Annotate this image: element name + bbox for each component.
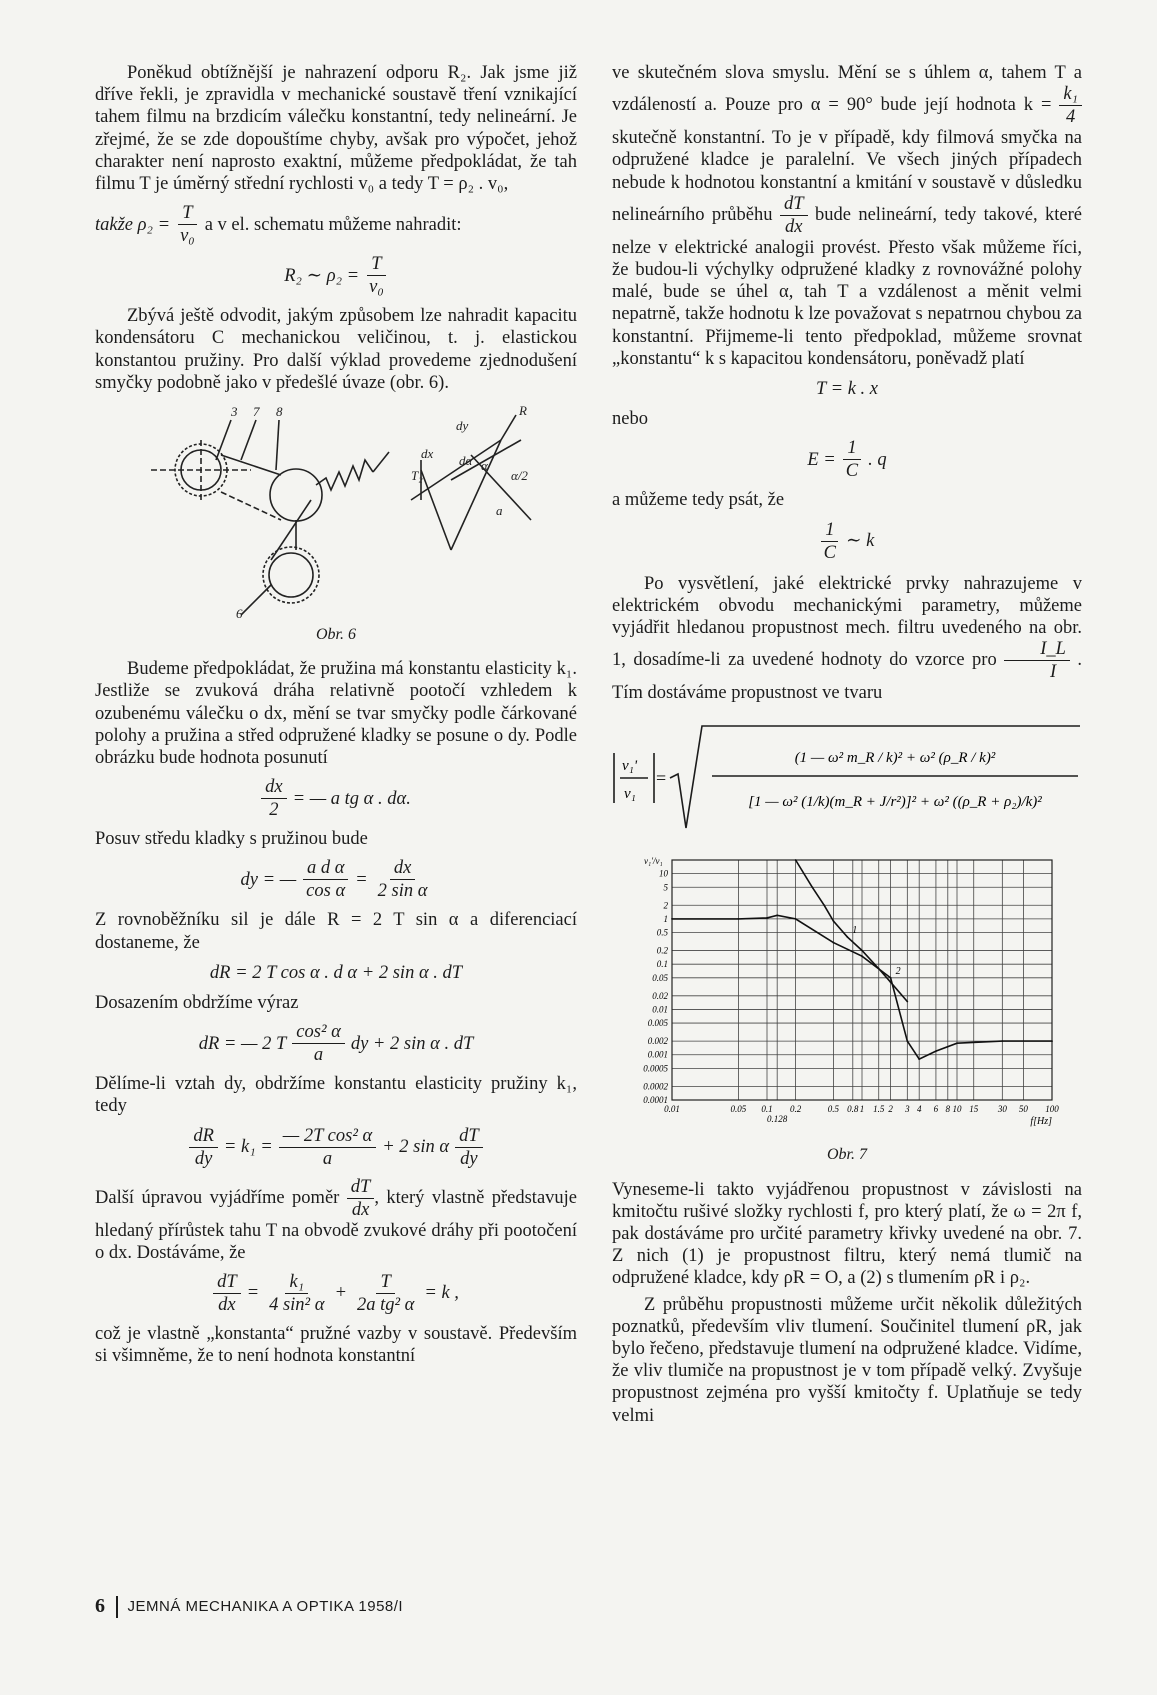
- y-tick-label: 0.05: [652, 973, 668, 984]
- text: bude nelineární, tedy takové, které nelze v elektrické analogii provést. Přesto však můžeme říci, že budou-li výchylky odpružené kladky z rovnovážné polohy malé, bude se úhel α, tah T a vzdálenost a měnit velmi nepatrně, takže hodnotu k lze považovat s nepatrnou chybou za konstantní. Přijmeme-li tento předpoklad, můžeme srovnat „konstantu“ k s kapacitou kondensátoru, poněvadž platí: [612, 204, 1083, 369]
- data-point: [1051, 1041, 1053, 1043]
- data-point: [1001, 1041, 1003, 1043]
- formula-numerator: (1 — ω² m_R / k)² + ω² (ρ_R / k)²: [794, 750, 996, 767]
- data-point: [671, 918, 673, 920]
- transmissibility-formula: [612, 718, 1082, 838]
- fraction: [353, 1272, 418, 1315]
- right-column: [612, 62, 1082, 1431]
- data-point: [956, 1043, 958, 1045]
- fig-label: a: [496, 503, 503, 519]
- fig-label: dx: [421, 446, 434, 462]
- x-tick-label: 10: [952, 1104, 962, 1115]
- fig-label: 7: [253, 404, 260, 420]
- eq-sign: =: [355, 869, 368, 890]
- eq-rhs: . q: [868, 449, 887, 470]
- x-tick-label: 15: [969, 1104, 979, 1115]
- denominator: cos α: [306, 881, 346, 902]
- numerator: dx: [261, 777, 286, 799]
- x-tick-label: 0.2: [789, 1104, 802, 1115]
- data-point: [833, 921, 835, 923]
- paragraph: Poněkud obtížnější je nahrazení odporu R₂. Jak jsme již dříve řekli, je zpravidla v mechanické soustavě tření vznikající tahem filmu na brzdicím válečku konstantní, tedy nelineární. Je zřejmé, že se zde dopouštíme chyby, avšak pro výpočet, jehož charakter není naprosto exaktní, můžeme předpokládat, že tah filmu T je úměrný střední rychlosti v₀ a tedy T = ρ₂ . v₀,: [95, 63, 577, 195]
- divider: [116, 1596, 118, 1618]
- formula-frame: [612, 718, 1082, 838]
- equation: [95, 1126, 577, 1169]
- numerator: T: [367, 254, 385, 276]
- numerator: dT: [347, 1177, 375, 1199]
- y-tick-label: 10: [659, 869, 668, 880]
- eq-rhs: = — a tg α . dα.: [292, 788, 411, 809]
- fraction: [302, 858, 349, 901]
- numerator: I_L: [1004, 639, 1070, 661]
- paragraph: Zbývá ještě odvodit, jakým způsobem lze nahradit kapacitu kondensátoru C mechanickou veličinou, t. j. elastickou konstantou pružiny. Pro další výklad provedeme zjednodušení smyčky podobně jako v předešlé úvaze (obr. 6).: [95, 306, 577, 393]
- x-tick-label: 3: [905, 1104, 910, 1115]
- figure-7-chart: [627, 850, 1067, 1140]
- paragraph: Z průběhu propustnosti můžeme určit několik důležitých poznatků, především vliv tlumení. Součinitel tlumení ρR, jak bylo řečeno, představuje tlumení na odpružené kladce. Vidíme, že vliv tlumiče na propustnost je v tom případě velký. Zvyšuje propustnost zejména pro vyšší kmitočty f. Uplatňuje se tedy velmi: [612, 1294, 1082, 1426]
- fig-label: 6: [236, 606, 243, 621]
- x-tick-label: 1.5: [873, 1104, 885, 1115]
- equation: [612, 438, 1082, 481]
- y-tick-label: 0.002: [647, 1036, 668, 1047]
- text: Další úpravou vyjádříme poměr: [95, 1187, 340, 1208]
- fig-label: 3: [231, 404, 238, 420]
- y-tick-label: 0.5: [656, 927, 668, 938]
- journal-title: JEMNÁ MECHANIKA A OPTIKA 1958/I: [127, 1598, 404, 1615]
- text: . Tím dostáváme propustnost ve tvaru: [612, 650, 1083, 704]
- y-tick-label: 0.0001: [643, 1095, 668, 1106]
- equation: [95, 777, 577, 820]
- eq-sign: = k₁ =: [223, 1137, 273, 1158]
- data-point: [890, 977, 892, 979]
- denominator: 4 sin² α: [269, 1295, 325, 1316]
- data-point: [861, 950, 863, 952]
- fraction: [1004, 639, 1070, 682]
- paragraph: [612, 62, 1082, 370]
- paragraph: nebo: [612, 409, 648, 430]
- x-tick-label: 0.5: [827, 1104, 840, 1115]
- x-tick-label: 0.1: [761, 1104, 773, 1115]
- fraction: [347, 1177, 375, 1220]
- paragraph: [612, 573, 1082, 705]
- x-tick-label: 0.01: [664, 1104, 680, 1115]
- fraction: [365, 254, 388, 297]
- denominator: dx: [351, 1199, 370, 1220]
- y-tick-label: 5: [663, 882, 668, 893]
- fig-label: dy: [456, 418, 469, 434]
- x-tick-label: 0.8: [847, 1104, 859, 1115]
- denominator: dy: [460, 1148, 478, 1169]
- lhs-denominator: v₁: [624, 786, 636, 803]
- data-point: [935, 1051, 937, 1053]
- denominator: a: [313, 1045, 324, 1066]
- denominator: 2a tg² α: [356, 1295, 415, 1316]
- paragraph: a můžeme tedy psát, že: [612, 490, 785, 511]
- fig-label: 8: [276, 404, 283, 420]
- y-axis-label: v₁'/v₁: [644, 856, 663, 867]
- figure-caption: Obr. 7: [826, 1146, 867, 1164]
- denominator: 4: [1066, 107, 1076, 128]
- inline-equation: [95, 203, 577, 246]
- fig-label: R: [519, 403, 527, 419]
- y-tick-label: 1: [663, 914, 668, 925]
- text: ve skutečném slova smyslu. Mění se s úhlem α, tahem T a vzdáleností a. Pouze pro α = 90° bude její hodnota k =: [612, 63, 1082, 115]
- data-point: [833, 942, 835, 944]
- numerator: T: [178, 203, 196, 225]
- eq-lhs: R₂ ∼ ρ₂ =: [284, 265, 360, 286]
- x-tick-label: 6: [933, 1104, 939, 1115]
- text: Po vysvětlení, jaké elektrické prvky nahrazujeme v elektrickém obvodu mechanickými parametry, můžeme vyjádřit hledanou propustnost mech. filtru uvedeného na obr. 1, dosadíme-li za uvedené hodnoty do vzorce pro: [612, 573, 1082, 670]
- x-tick-label: 4: [916, 1104, 922, 1115]
- fraction: [213, 1272, 241, 1315]
- data-point: [906, 1001, 908, 1003]
- numerator: k₁: [1059, 84, 1082, 106]
- fraction: [261, 777, 286, 820]
- denominator: 2: [269, 800, 279, 821]
- x-tick-label: 1: [859, 1104, 865, 1115]
- numerator: 1: [821, 520, 838, 542]
- fraction: [1059, 84, 1082, 127]
- numerator: dT: [780, 194, 808, 216]
- lower-gear: [263, 547, 319, 603]
- lhs-numerator: v₁': [622, 758, 638, 775]
- numerator: a d α: [303, 858, 348, 880]
- numerator: dT: [455, 1126, 483, 1148]
- numerator: — 2T cos² α: [279, 1126, 376, 1148]
- eq-rhs: ∼ k: [846, 531, 875, 552]
- page-number: 6: [95, 1595, 106, 1617]
- data-point: [776, 915, 778, 917]
- eq-term: + 2 sin α: [382, 1137, 450, 1158]
- fraction: [820, 520, 840, 563]
- fraction: [292, 1022, 345, 1065]
- y-tick-label: 0.0002: [643, 1081, 668, 1092]
- denominator: v₀: [369, 277, 384, 298]
- fig-label: α: [481, 458, 488, 474]
- x-tick-label: 0.05: [730, 1104, 747, 1115]
- text: skutečně konstantní. To je v případě, kdy filmová smyčka na odpružené kladce je paralelní. Ve všech jiných případech nebude k hodnotou konstantní a kmitání v soustavě v důsledku nelineárního průběhu: [612, 128, 1082, 225]
- paragraph: Posuv středu kladky s pružinou bude: [95, 829, 368, 850]
- denominator: 2 sin α: [377, 881, 428, 902]
- y-tick-label: 0.005: [647, 1018, 668, 1029]
- fig-label: T₂: [411, 468, 423, 484]
- x-tick-label: 0.128: [767, 1114, 788, 1125]
- fraction: [455, 1126, 483, 1169]
- y-tick-label: 0.2: [656, 946, 668, 957]
- x-axis-label: f[Hz]: [1030, 1116, 1052, 1128]
- eq-rhs: dy + 2 sin α . dT: [350, 1033, 474, 1054]
- eq-lhs: dR = — 2 T: [198, 1033, 287, 1054]
- denominator: a: [322, 1148, 333, 1169]
- x-tick-label: 2: [888, 1104, 893, 1115]
- denominator: v₀: [180, 226, 195, 247]
- fraction: [780, 194, 808, 237]
- series-label: 1: [852, 925, 858, 937]
- x-tick-label: 50: [1018, 1104, 1028, 1115]
- x-tick-label: 30: [997, 1104, 1007, 1115]
- paragraph: Dosazením obdržíme výraz: [95, 993, 299, 1014]
- data-point: [738, 918, 740, 920]
- y-tick-label: 0.001: [647, 1050, 668, 1061]
- fraction: [279, 1126, 376, 1169]
- paragraph: Budeme předpokládat, že pružina má konstantu elasticity k₁. Jestliže se zvuková dráha relativně pootočí vzhledem k ozubenému válečku o dx, mění se tvar smyčky podle čárkované polohy a pružina a střed odpružené kladky se posune o dy. Podle obrázku bude hodnota posunutí: [95, 659, 577, 769]
- equation: [95, 1272, 577, 1315]
- fraction: [265, 1272, 328, 1315]
- equation: T = k . x: [816, 379, 878, 400]
- eq-sign: +: [334, 1283, 347, 1304]
- text: takže ρ₂ =: [95, 214, 171, 235]
- figure-caption: Obr. 6: [315, 626, 356, 644]
- denominator: C: [823, 542, 836, 563]
- y-tick-label: 0.1: [656, 959, 668, 970]
- data-point: [918, 1059, 920, 1061]
- series-label: 2: [895, 966, 901, 978]
- eq-sign: =: [246, 1283, 260, 1304]
- equation: [612, 520, 1082, 563]
- eq-lhs: E =: [807, 449, 836, 470]
- x-tick-label: 100: [1045, 1104, 1059, 1115]
- paragraph: Dělíme-li vztah dy, obdržíme konstantu elasticity pružiny k₁, tedy: [95, 1074, 577, 1117]
- data-point: [823, 905, 825, 907]
- denominator: C: [845, 461, 859, 482]
- data-point: [795, 918, 797, 920]
- page-footer: [95, 1595, 403, 1618]
- data-point: [795, 860, 797, 862]
- y-tick-label: 0.02: [652, 991, 668, 1002]
- equation: [95, 858, 577, 901]
- text: , který vlastně představuje hledaný přírůstek tahu T na obvodě zvukové dráhy při pootočení o dx. Dostáváme, že: [95, 1187, 578, 1263]
- left-column: [95, 62, 577, 1371]
- formula-denominator: [1 — ω² (1/k)(m_R + J/r²)]² + ω² ((ρ_R + ρ₂)/k)²: [748, 794, 1042, 811]
- data-point: [906, 1041, 908, 1043]
- numerator: dx: [390, 858, 415, 880]
- equation: [95, 254, 577, 297]
- numerator: dR: [189, 1126, 218, 1148]
- denominator: dx: [785, 216, 803, 237]
- numerator: 1: [843, 438, 860, 460]
- data-point: [811, 887, 813, 889]
- x-tick-label: 8: [945, 1104, 951, 1115]
- denominator: dx: [218, 1295, 236, 1316]
- data-point: [766, 917, 768, 919]
- spring-pulley: [270, 469, 322, 521]
- denominator: I: [1049, 662, 1057, 683]
- denominator: dy: [194, 1148, 213, 1169]
- numerator: T: [376, 1272, 394, 1294]
- equation: [95, 1022, 577, 1065]
- fraction: [176, 203, 199, 246]
- y-tick-label: 0.01: [652, 1004, 668, 1015]
- equals-sign: =: [656, 768, 667, 789]
- fraction: [189, 1126, 218, 1169]
- fig-label: dα: [459, 453, 473, 469]
- data-point: [861, 956, 863, 958]
- equation: dR = 2 T cos α . d α + 2 sin α . dT: [209, 962, 463, 983]
- fig-label: α/2: [511, 468, 528, 484]
- paragraph: Vyneseme-li takto vyjádřenou propustnost v závislosti na kmitočtu rušivé složky rychlosti f, pro který platí, že ω = 2π f, pak dostáváme pro určité parametry křivky uvedené na obr. 7. Z nich (1) je propustnost filtru, který nemá tlumič na odpružené kladce, kdy ρR = O, a (2) s tlumením ρR i ρ₂.: [612, 1179, 1082, 1289]
- paragraph: což je vlastně „konstanta“ pružné vazby v soustavě. Především si všimněme, že to není hodnota konstantní: [95, 1324, 577, 1367]
- text: a v el. schematu můžeme nahradit:: [204, 214, 462, 235]
- eq-rhs: = k ,: [424, 1283, 459, 1304]
- numerator: cos² α: [292, 1022, 345, 1044]
- figure-6: [121, 400, 551, 620]
- paragraph: Z rovnoběžníku sil je dále R = 2 T sin α a diferenciací dostaneme, že: [95, 910, 577, 953]
- numerator: dT: [213, 1272, 241, 1294]
- eq-lhs: dy = —: [240, 869, 297, 890]
- y-tick-label: 0.0005: [643, 1063, 668, 1074]
- fraction: [374, 858, 432, 901]
- paragraph: [95, 1177, 577, 1264]
- numerator: k₁: [285, 1272, 308, 1294]
- fraction: [842, 438, 862, 481]
- y-tick-label: 2: [663, 900, 668, 911]
- data-point: [846, 936, 848, 938]
